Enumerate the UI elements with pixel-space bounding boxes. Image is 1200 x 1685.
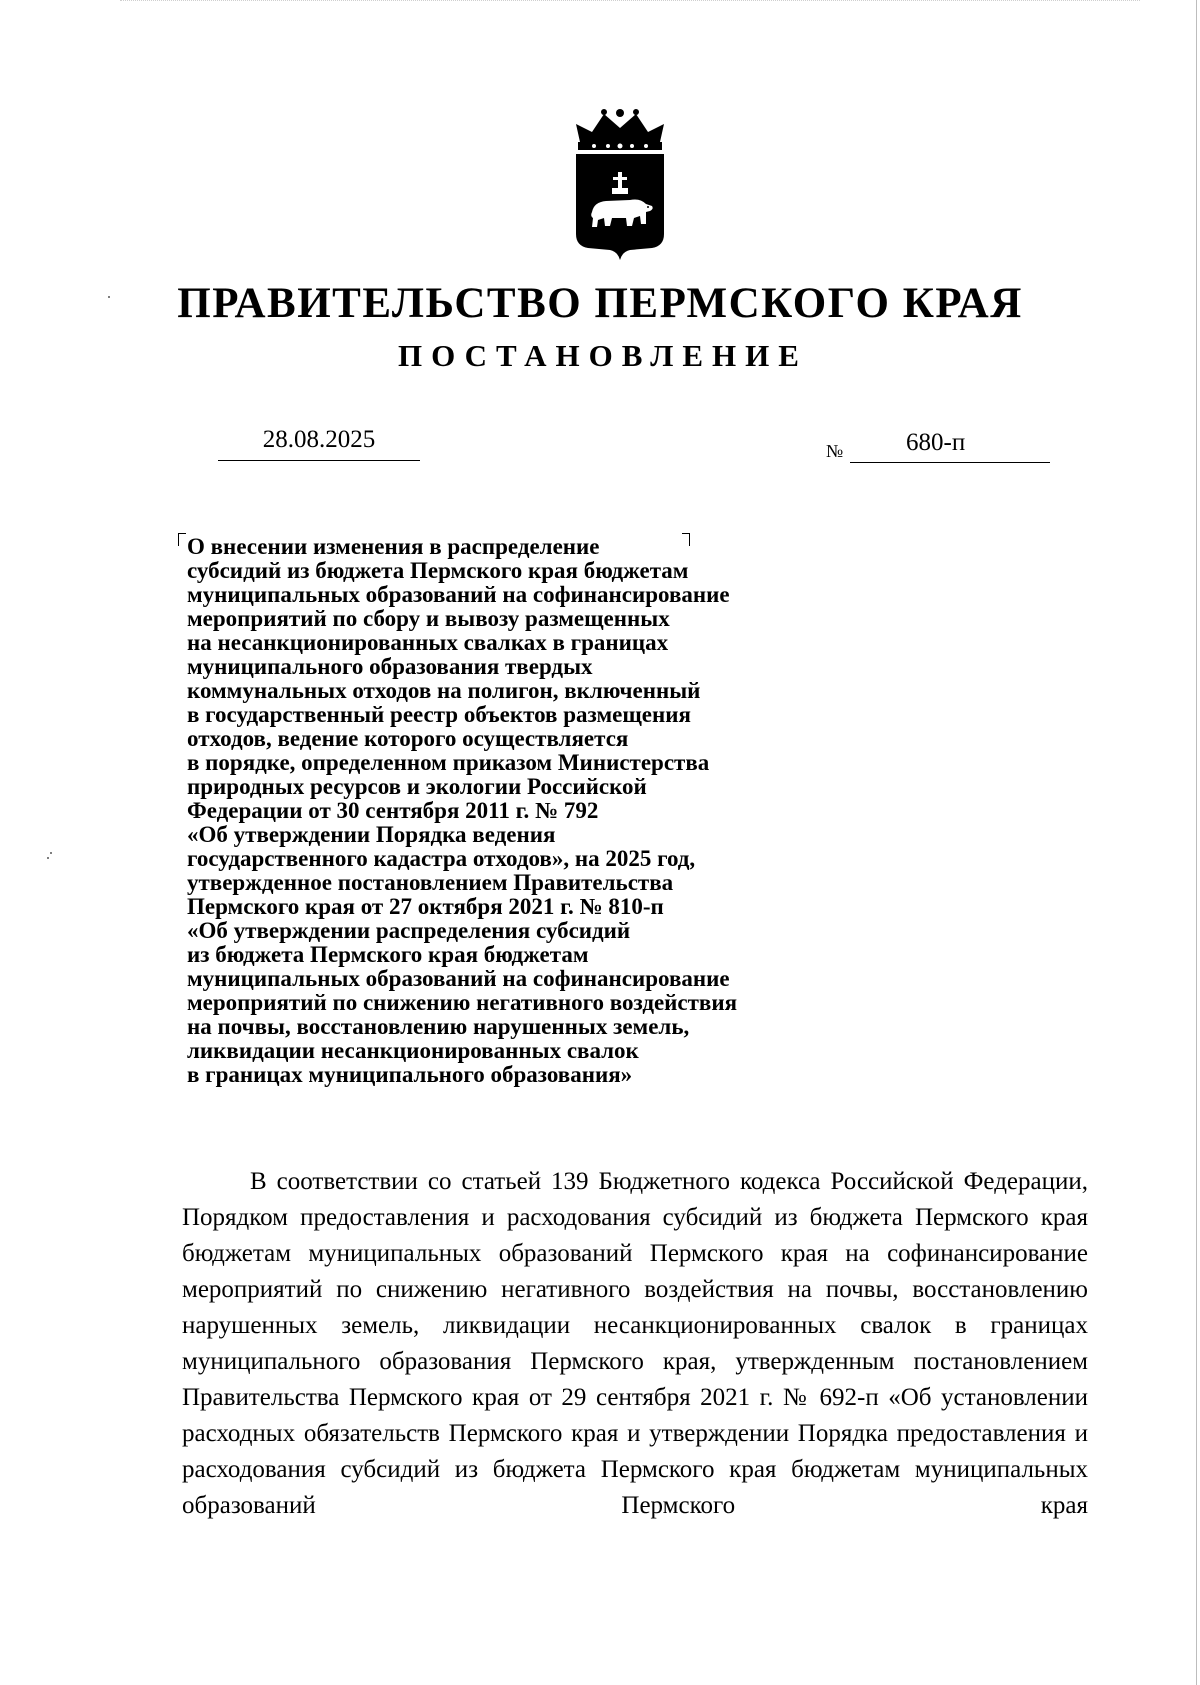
subject-line: О внесении изменения в распределение	[187, 534, 600, 559]
document-type: ПОСТАНОВЛЕНИЕ	[398, 338, 808, 373]
subject-line: Пермского края от 27 октября 2021 г. № 810-п	[187, 894, 664, 919]
subject-line: Федерации от 30 сентября 2011 г. № 792	[187, 798, 599, 823]
subject-line: «Об утверждении распределения субсидий	[187, 918, 631, 943]
subject-line: в границах муниципального образования»	[187, 1062, 633, 1087]
subject-line: субсидий из бюджета Пермского края бюджетам	[187, 558, 689, 583]
subject-line: муниципальных образований на софинансирование	[187, 582, 730, 607]
government-title: ПРАВИТЕЛЬСТВО ПЕРМСКОГО КРАЯ	[177, 280, 1023, 327]
subject-line: в государственный реестр объектов размещения	[187, 702, 691, 727]
subject-line: государственного кадастра отходов», на 2025 год,	[187, 846, 696, 871]
subject-line: природных ресурсов и экологии Российской	[187, 774, 647, 799]
subject-line: мероприятий по сбору и вывозу размещенных	[187, 606, 670, 631]
subject-line: «Об утверждении Порядка ведения	[187, 822, 556, 847]
subject-title	[187, 535, 737, 1087]
document-date: 28.08.2025	[218, 420, 420, 461]
scan-speck	[47, 857, 49, 859]
subject-line: муниципального образования твердых	[187, 654, 593, 679]
subject-line: утвержденное постановлением Правительства	[187, 870, 674, 895]
coat-of-arms-icon	[568, 108, 672, 260]
subject-line: в порядке, определенном приказом Министерства	[187, 750, 710, 775]
subject-line: на почвы, восстановлению нарушенных земель,	[187, 1014, 690, 1039]
subject-line: ликвидации несанкционированных свалок	[187, 1038, 639, 1063]
body-paragraph: В соответствии со статьей 139 Бюджетного кодекса Российской Федерации, Порядком предоставления и расходования субсидий из бюджета Пермского края бюджетам муниципальных образований Пермского края на софинансирование мероприятий по снижению негативного воздействия на почвы, восстановлению нарушенных земель, ликвидации несанкционированных свалок в границах муниципального образования Пермского края, утвержденным постановлением Правительства Пермского края от 29 сентября 2021 г. № 692-п «Об установлении расходных обязательств Пермского края и утверждении Порядка предоставления и расходования субсидий из бюджета Пермского края бюджетам муниципальных образований Пермского края	[182, 1168, 1088, 1519]
scan-edge-top	[120, 0, 1140, 2]
subject-line: отходов, ведение которого осуществляется	[187, 726, 629, 751]
subject-line: из бюджета Пермского края бюджетам	[187, 942, 589, 967]
subject-corner-left	[178, 533, 186, 546]
subject-line: муниципальных образований на софинансирование	[187, 966, 730, 991]
number-sign: №	[826, 441, 844, 461]
subject-line: мероприятий по снижению негативного воздействия	[187, 990, 738, 1015]
scan-speck	[50, 852, 52, 854]
subject-line: на несанкционированных свалках в границах	[187, 630, 669, 655]
document-number: 680-п	[850, 424, 1050, 463]
scan-edge-right	[1196, 0, 1198, 1685]
subject-line: коммунальных отходов на полигон, включенный	[187, 678, 701, 703]
